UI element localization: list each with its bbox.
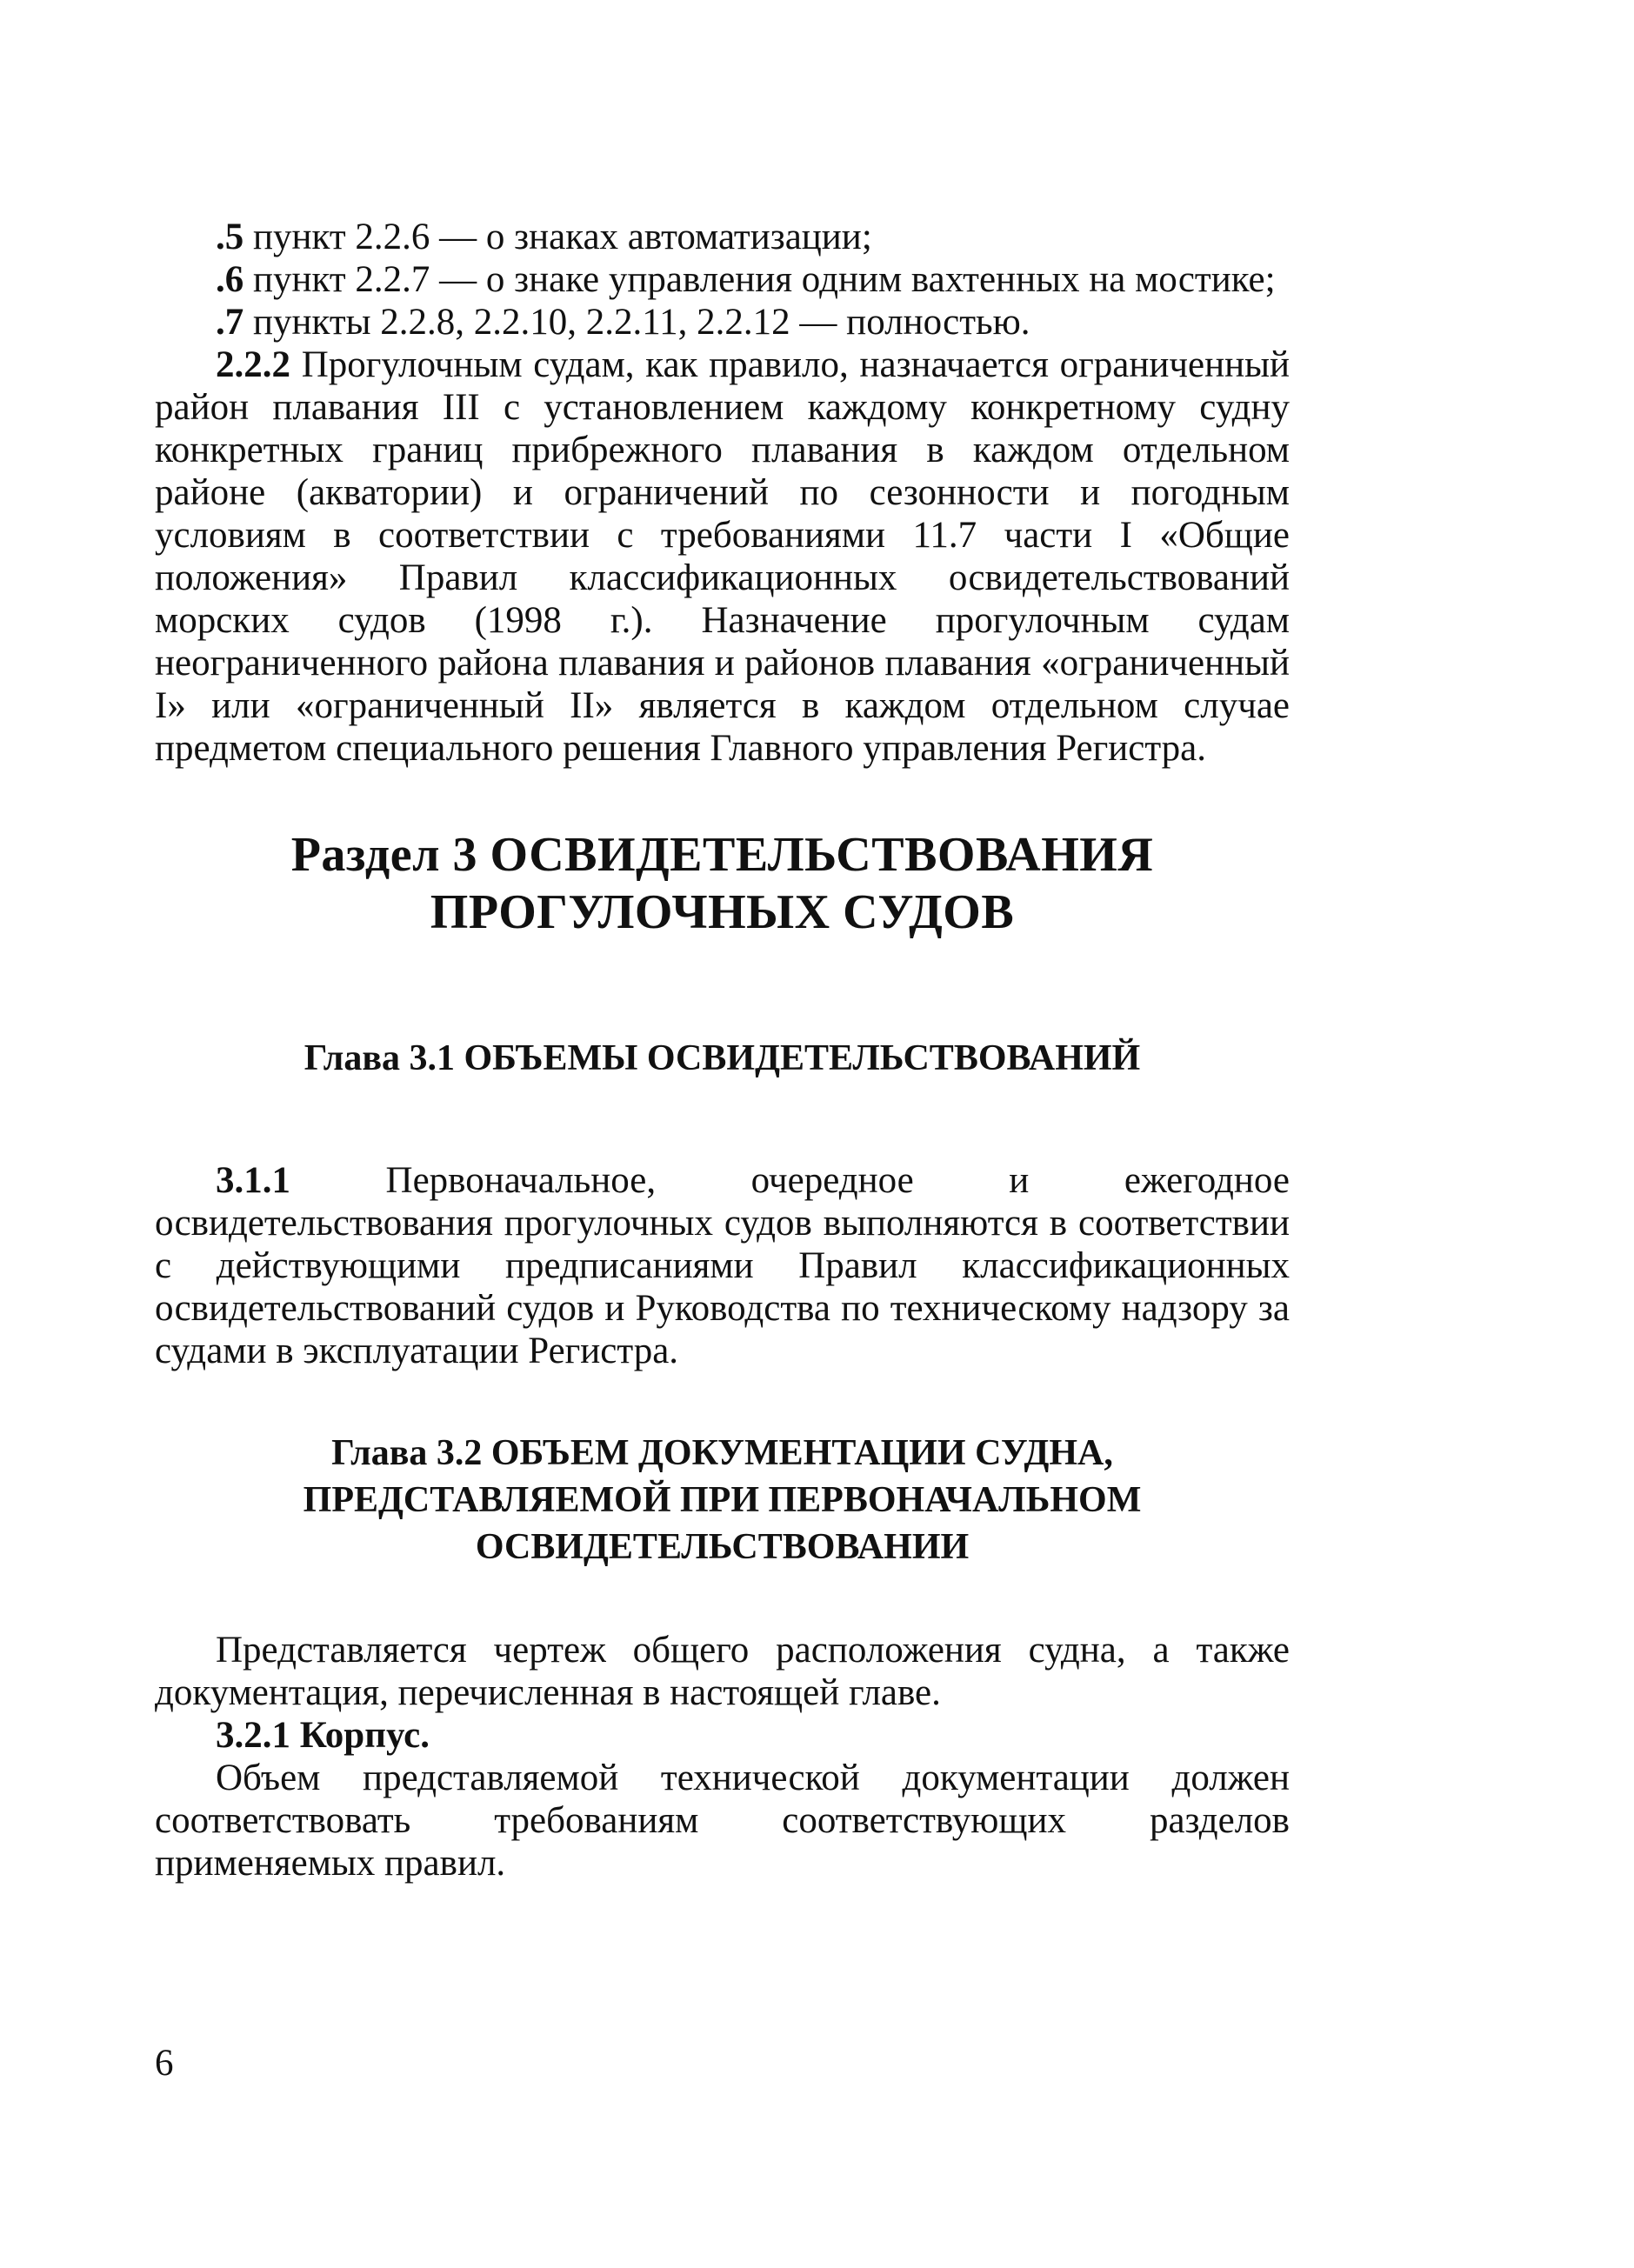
list-text: пункты 2.2.8, 2.2.10, 2.2.11, 2.2.12 — полностью. xyxy=(243,302,1030,343)
section-heading-line2: ПРОГУЛОЧНЫХ СУДОВ xyxy=(430,885,1015,939)
list-marker: .7 xyxy=(216,302,244,343)
list-marker: .5 xyxy=(216,217,244,257)
paragraph-3-2-1 xyxy=(155,1714,1290,1884)
chapter-heading-3-1 xyxy=(155,1035,1290,1082)
chapter-heading-title: Глава 3.1 ОБЪЕМЫ ОСВИДЕТЕЛЬСТВОВАНИЙ xyxy=(303,1038,1141,1078)
paragraph-3-2-intro xyxy=(155,1629,1290,1714)
list-item xyxy=(155,216,1290,258)
chapter-heading-line1: Глава 3.2 ОБЪЕМ ДОКУМЕНТАЦИИ СУДНА, xyxy=(331,1433,1113,1473)
list-marker: .6 xyxy=(216,259,244,300)
list-item xyxy=(155,258,1290,301)
list-text: пункт 2.2.7 — о знаке управления одним вахтенных на мостике; xyxy=(243,259,1276,300)
page-number: 6 xyxy=(155,2043,174,2084)
paragraph-number: 3.1.1 xyxy=(216,1160,290,1201)
list-block xyxy=(155,216,1290,344)
section-heading-line1: Раздел 3 ОСВИДЕТЕЛЬСТВОВАНИЯ xyxy=(290,828,1154,882)
list-item xyxy=(155,301,1290,344)
chapter-heading-line2: ПРЕДСТАВЛЯЕМОЙ ПРИ ПЕРВОНАЧАЛЬНОМ xyxy=(303,1480,1142,1520)
paragraph-text: Представляется чертеж общего расположения судна, а также документация, перечисленная в настоящей главе. xyxy=(155,1630,1290,1713)
chapter-heading-line3: ОСВИДЕТЕЛЬСТВОВАНИИ xyxy=(475,1527,970,1567)
subsection-heading: 3.2.1 Корпус. xyxy=(216,1715,430,1756)
section-heading xyxy=(155,826,1290,941)
paragraph-number: 2.2.2 xyxy=(216,344,290,385)
paragraph-text xyxy=(155,344,1290,770)
paragraph-2-2-2 xyxy=(155,344,1290,770)
paragraph-body: Прогулочным судам, как правило, назначается ограниченный район плавания III с установлением каждому конкретному судну конкретных границ прибрежного плавания в каждом отдельном районе (акватории) и ограничений по сезонности и погодным условиям в соответствии с требованиями 11.7 части I «Общие положения» Правил классификационных освидетельствований морских судов (1998 г.). Назначение прогулочным судам неограниченного района плавания и районов плавания «ограниченный I» или «ограниченный II» является в каждом отдельном случае предметом специального решения Главного управления Регистра. xyxy=(155,344,1290,769)
paragraph-text xyxy=(155,1159,1290,1372)
paragraph-text: Объем представляемой технической документации должен соответствовать требованиям соответствующих разделов применяемых правил. xyxy=(155,1758,1290,1884)
chapter-heading-3-2 xyxy=(155,1430,1290,1571)
list-text: пункт 2.2.6 — о знаках автоматизации; xyxy=(243,217,872,257)
paragraph-3-1-1 xyxy=(155,1159,1290,1372)
paragraph-body: Первоначальное, очередное и ежегодное освидетельствования прогулочных судов выполняются в соответствии с действующими предписаниями Правил классификационных освидетельствований судов и Руководства по техническому надзору за судами в эксплуатации Регистра. xyxy=(155,1160,1290,1371)
